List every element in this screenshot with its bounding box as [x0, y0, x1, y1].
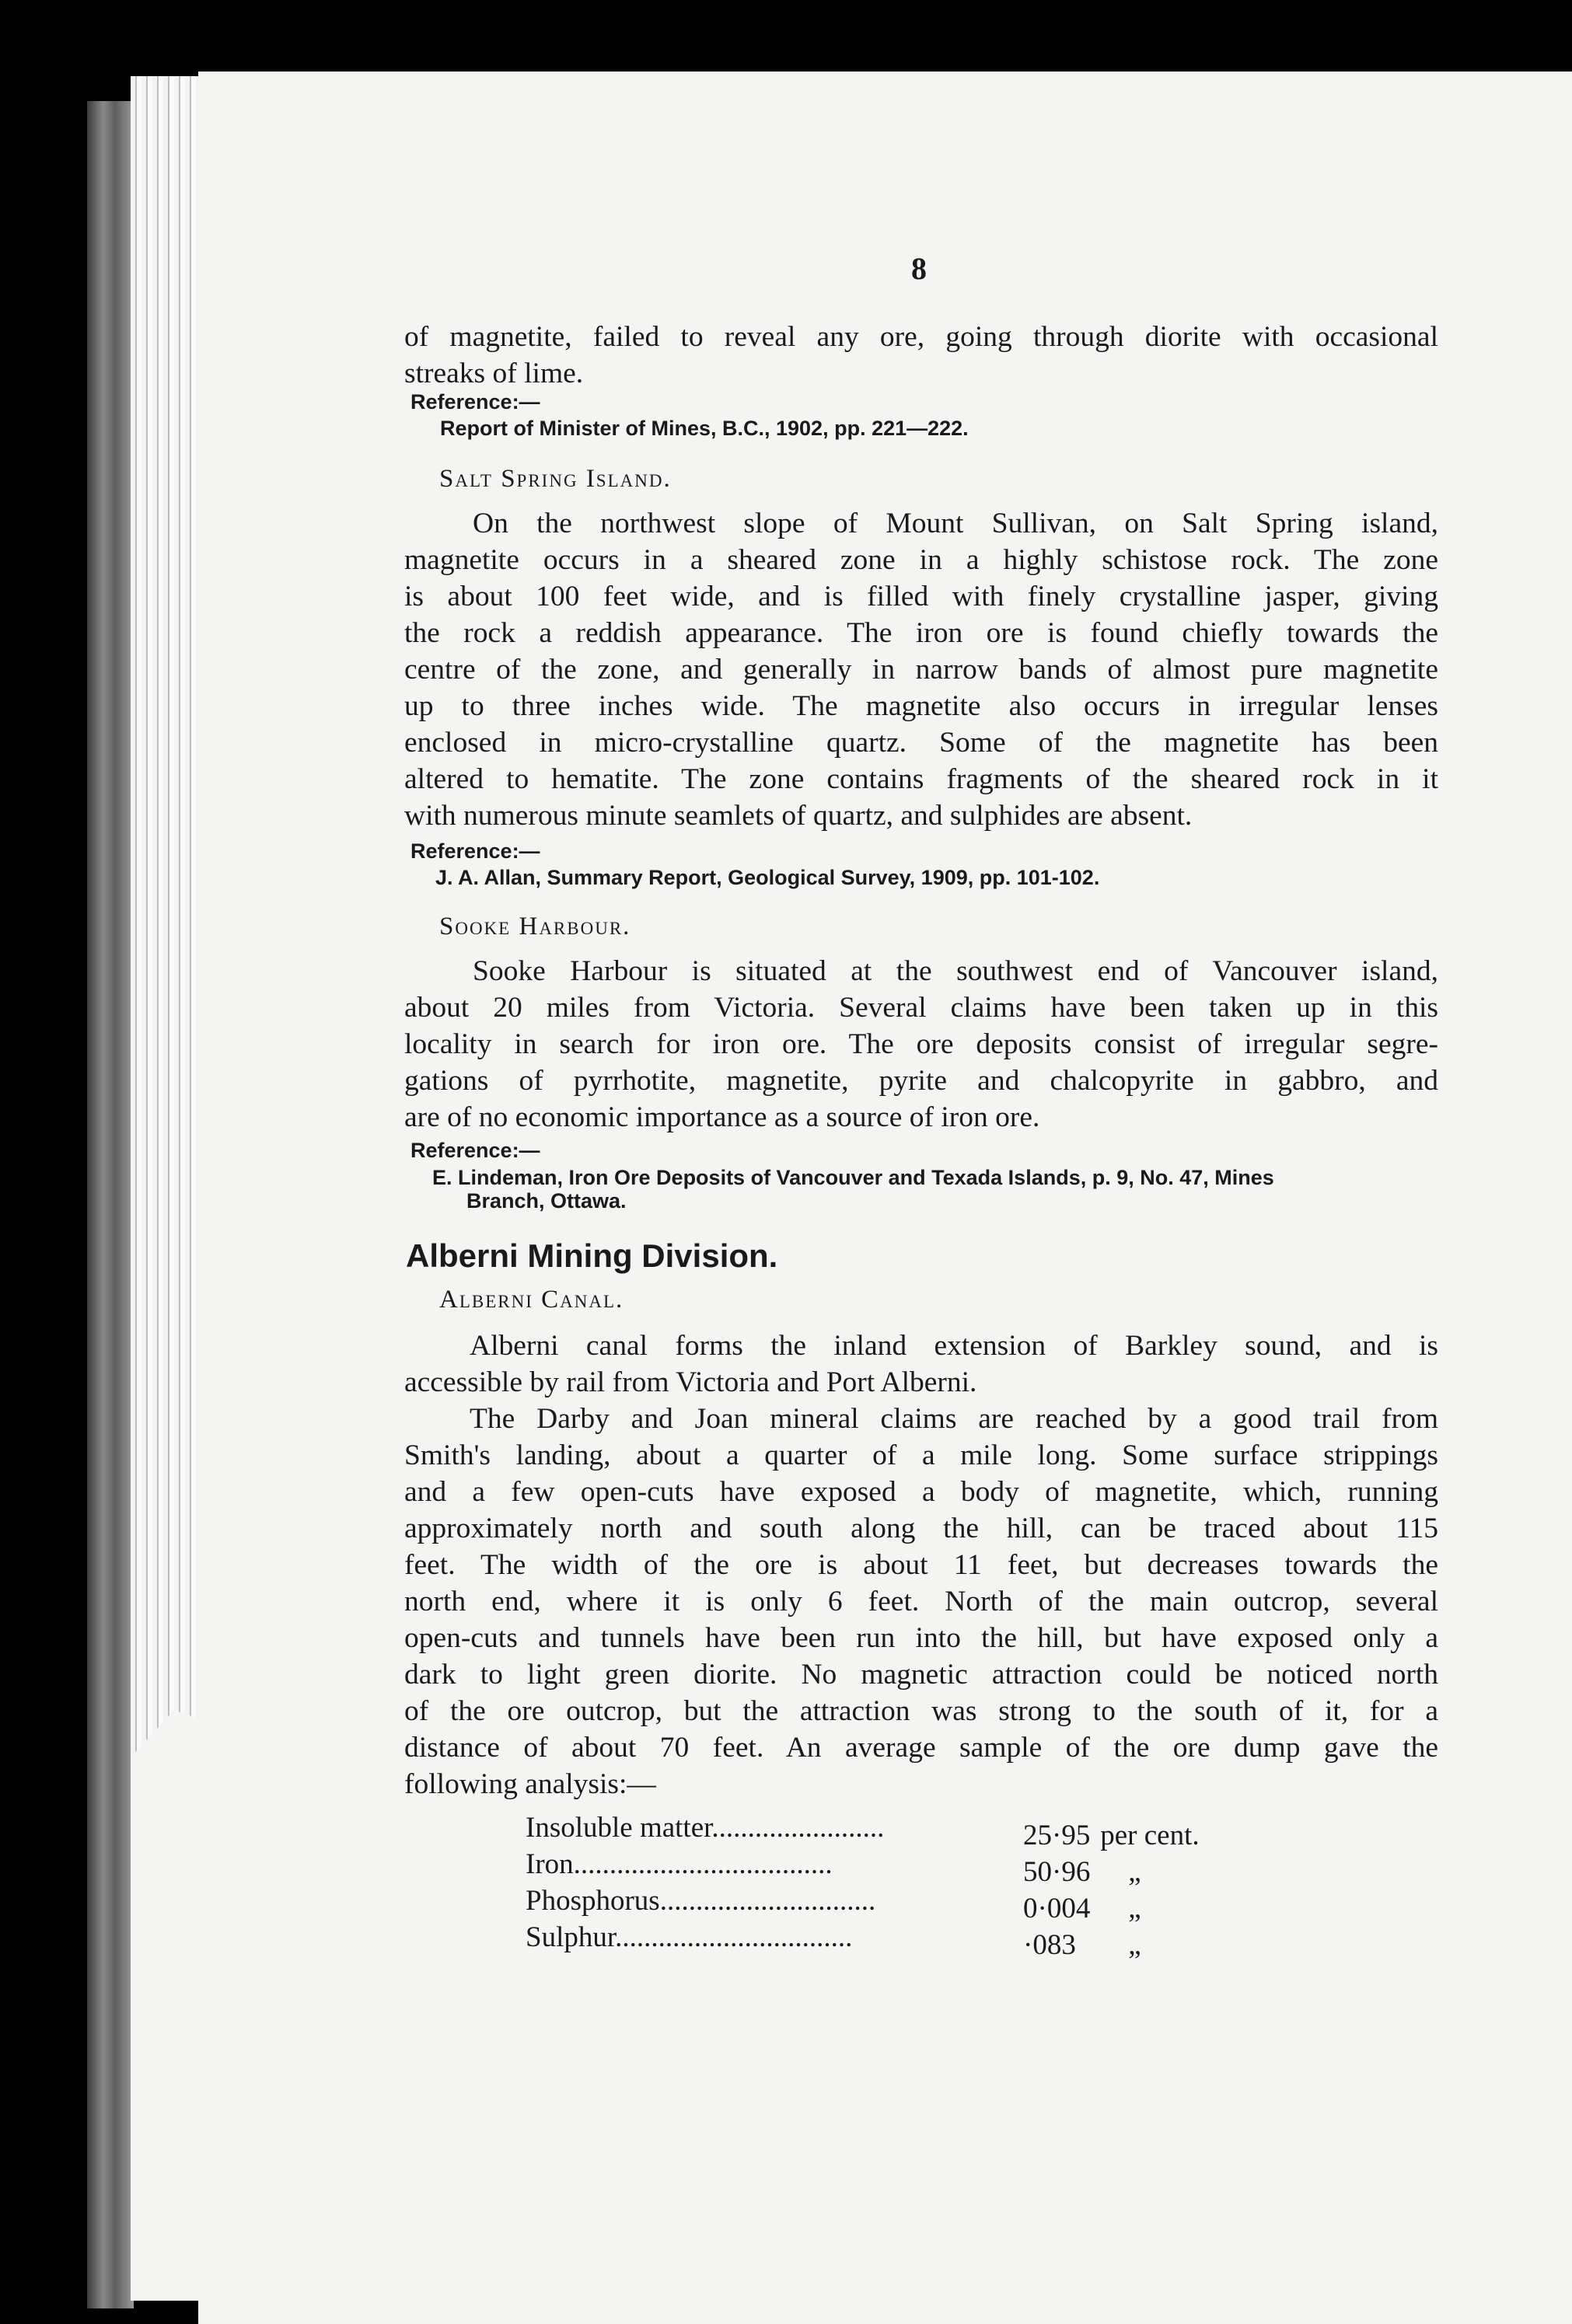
paragraph-line: distance of about 70 feet. An average sample of the ore dump gave the	[404, 1732, 1438, 1764]
paragraph-line: enclosed in micro-crystalline quartz. Some of the magnetite has been	[404, 727, 1438, 759]
section-heading: Alberni Canal.	[439, 1286, 624, 1314]
reference-text: Branch, Ottawa.	[466, 1189, 627, 1213]
division-title: Alberni Mining Division.	[406, 1237, 778, 1274]
section-heading: Salt Spring Island.	[439, 465, 672, 493]
paragraph-line: up to three inches wide. The magnetite also occurs in irregular lenses	[404, 690, 1438, 722]
analysis-row	[526, 1884, 1141, 1925]
book-edge	[87, 101, 134, 2308]
analysis-label: Iron....................................	[526, 1848, 833, 1880]
folded-corner	[131, 1710, 239, 2301]
analysis-row	[526, 1921, 1141, 1962]
paragraph-line: following analysis:—	[404, 1768, 656, 1800]
paragraph-line: On the northwest slope of Mount Sullivan, on Salt Spring island,	[473, 508, 1438, 539]
analysis-value: 25·95	[1023, 1820, 1091, 1851]
analysis-value: 50·96	[1023, 1856, 1091, 1888]
paragraph-line: are of no economic importance as a source of iron ore.	[404, 1101, 1040, 1133]
analysis-value: 0·004	[1023, 1893, 1091, 1924]
paragraph-line: Alberni canal forms the inland extension of Barkley sound, and is	[470, 1330, 1438, 1362]
analysis-row	[526, 1811, 1200, 1852]
paragraph-line: approximately north and south along the hill, can be traced about 115	[404, 1513, 1438, 1544]
section-heading: Sooke Harbour.	[439, 913, 631, 940]
paragraph-line: dark to light green diorite. No magnetic attraction could be noticed north	[404, 1659, 1438, 1691]
reference-text: Report of Minister of Mines, B.C., 1902, pp. 221—222.	[440, 417, 969, 440]
document-page	[198, 72, 1572, 2324]
paragraph-line: about 20 miles from Victoria. Several claims have been taken up in this	[404, 992, 1438, 1024]
analysis-value: ·083	[1023, 1929, 1076, 1961]
paragraph-line: gations of pyrrhotite, magnetite, pyrite and chalcopyrite in gabbro, and	[404, 1065, 1438, 1097]
paragraph-line: Smith's landing, about a quarter of a mile long. Some surface strippings	[404, 1439, 1438, 1471]
paragraph-line: altered to hematite. The zone contains fragments of the sheared rock in it	[404, 763, 1438, 795]
reference-label: Reference:—	[410, 1139, 540, 1162]
analysis-unit: „	[1128, 1929, 1141, 1961]
analysis-label: Phosphorus..............................	[526, 1885, 876, 1917]
paragraph-line: feet. The width of the ore is about 11 feet, but decreases towards the	[404, 1549, 1438, 1581]
paragraph-line: and a few open-cuts have exposed a body of magnetite, which, running	[404, 1476, 1438, 1508]
paragraph-line: The Darby and Joan mineral claims are reached by a good trail from	[470, 1403, 1438, 1435]
top-paragraph-line: streaks of lime.	[404, 358, 584, 389]
analysis-label: Insoluble matter........................	[526, 1812, 885, 1844]
reference-label: Reference:—	[410, 390, 540, 414]
analysis-row	[526, 1848, 1141, 1889]
reference-label: Reference:—	[410, 839, 540, 863]
paragraph-line: open-cuts and tunnels have been run into the hill, but have exposed only a	[404, 1622, 1438, 1654]
paragraph-line: locality in search for iron ore. The ore deposits consist of irregular segre-	[404, 1028, 1438, 1060]
analysis-unit: „	[1128, 1893, 1141, 1924]
paragraph-line: magnetite occurs in a sheared zone in a highly schistose rock. The zone	[404, 544, 1438, 576]
paragraph-line: the rock a reddish appearance. The iron ore is found chiefly towards the	[404, 617, 1438, 649]
reference-text: J. A. Allan, Summary Report, Geological Survey, 1909, pp. 101-102.	[435, 866, 1100, 889]
paragraph-line: north end, where it is only 6 feet. North of the main outcrop, several	[404, 1586, 1438, 1617]
paragraph-line: centre of the zone, and generally in narrow bands of almost pure magnetite	[404, 654, 1438, 686]
analysis-unit: „	[1128, 1856, 1141, 1888]
page-number: 8	[911, 251, 927, 286]
paragraph-line: accessible by rail from Victoria and Port Alberni.	[404, 1366, 977, 1398]
paragraph-line: of the ore outcrop, but the attraction was strong to the south of it, for a	[404, 1695, 1438, 1727]
analysis-unit: per cent.	[1100, 1820, 1200, 1851]
reference-text: E. Lindeman, Iron Ore Deposits of Vancouver and Texada Islands, p. 9, No. 47, Mines	[432, 1166, 1274, 1189]
paragraph-line: Sooke Harbour is situated at the southwest end of Vancouver island,	[473, 955, 1438, 987]
paragraph-line: is about 100 feet wide, and is filled with finely crystalline jasper, giving	[404, 581, 1438, 612]
top-paragraph-line: of magnetite, failed to reveal any ore, going through diorite with occasional	[404, 321, 1438, 353]
paragraph-line: with numerous minute seamlets of quartz, and sulphides are absent.	[404, 800, 1193, 832]
analysis-label: Sulphur.................................	[526, 1921, 853, 1953]
